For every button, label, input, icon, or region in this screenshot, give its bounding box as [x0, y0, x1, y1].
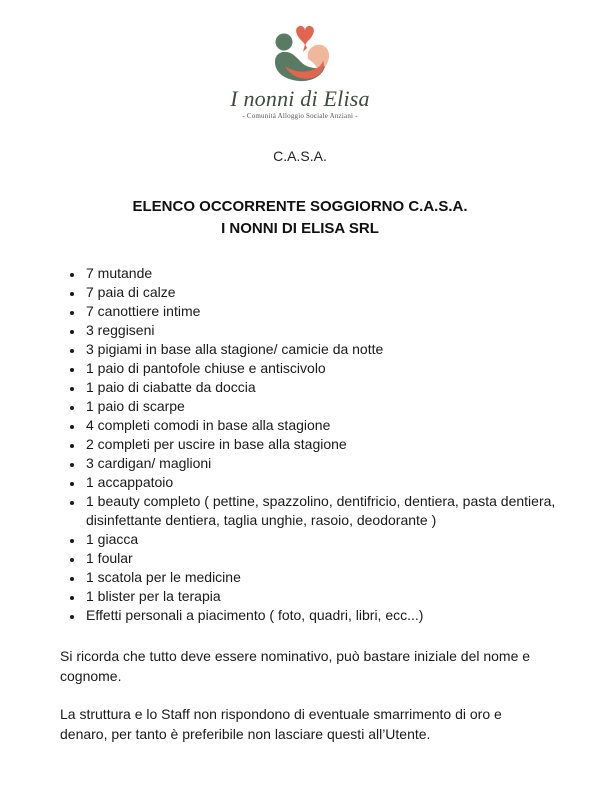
list-item: • 1 paio di ciabatte da doccia: [84, 378, 574, 397]
list-item: • 1 accappatoio: [84, 473, 574, 492]
liability-note: La struttura e lo Staff non rispondono di eventuale smarrimento di oro e denaro, per tanto è preferibile non lasciare questi all’Utente.: [60, 706, 502, 742]
list-item: • 1 giacca: [84, 530, 574, 549]
brand-tagline: - Comunità Alloggio Sociale Anziani -: [242, 112, 358, 120]
title-line-2: I NONNI DI ELISA SRL: [221, 220, 379, 237]
document-subtitle: C.A.S.A.: [273, 148, 327, 164]
logo: [230, 22, 370, 130]
list-item: • 1 scatola per le medicine: [84, 568, 574, 587]
list-item: • 1 paio di scarpe: [84, 397, 574, 416]
brand-name: I nonni di Elisa: [230, 86, 370, 111]
list-item: • 7 mutande: [84, 264, 574, 283]
items-list: [60, 264, 574, 625]
list-item: • 1 foular: [84, 549, 574, 568]
list-item: • 1 blister per la terapia: [84, 587, 574, 606]
title-line-1: ELENCO OCCORRENTE SOGGIORNO C.A.S.A.: [132, 198, 468, 215]
list-item: • 4 completi comodi in base alla stagione: [84, 416, 574, 435]
list-item: • 7 paia di calze: [84, 283, 574, 302]
list-item: • 1 paio di pantofole chiuse e antiscivolo: [84, 359, 574, 378]
family-heart-logo-icon: [267, 22, 333, 86]
list-item: • 1 beauty completo ( pettine, spazzolino, dentifricio, dentiera, pasta dentiera, disinfettante dentiera, taglia unghie, rasoio, deodorante ): [84, 492, 574, 530]
list-item: • 7 canottiere intime: [84, 302, 574, 321]
list-item: • 2 completi per uscire in base alla stagione: [84, 435, 574, 454]
naming-note: Si ricorda che tutto deve essere nominativo, può bastare iniziale del nome e cognome.: [60, 648, 531, 684]
list-item: • 3 reggiseni: [84, 321, 574, 340]
list-item: • 3 pigiami in base alla stagione/ camicie da notte: [84, 340, 574, 359]
document-title: [0, 196, 600, 240]
list-item: • Effetti personali a piacimento ( foto, quadri, libri, ecc...): [84, 606, 574, 625]
list-item: • 3 cardigan/ maglioni: [84, 454, 574, 473]
